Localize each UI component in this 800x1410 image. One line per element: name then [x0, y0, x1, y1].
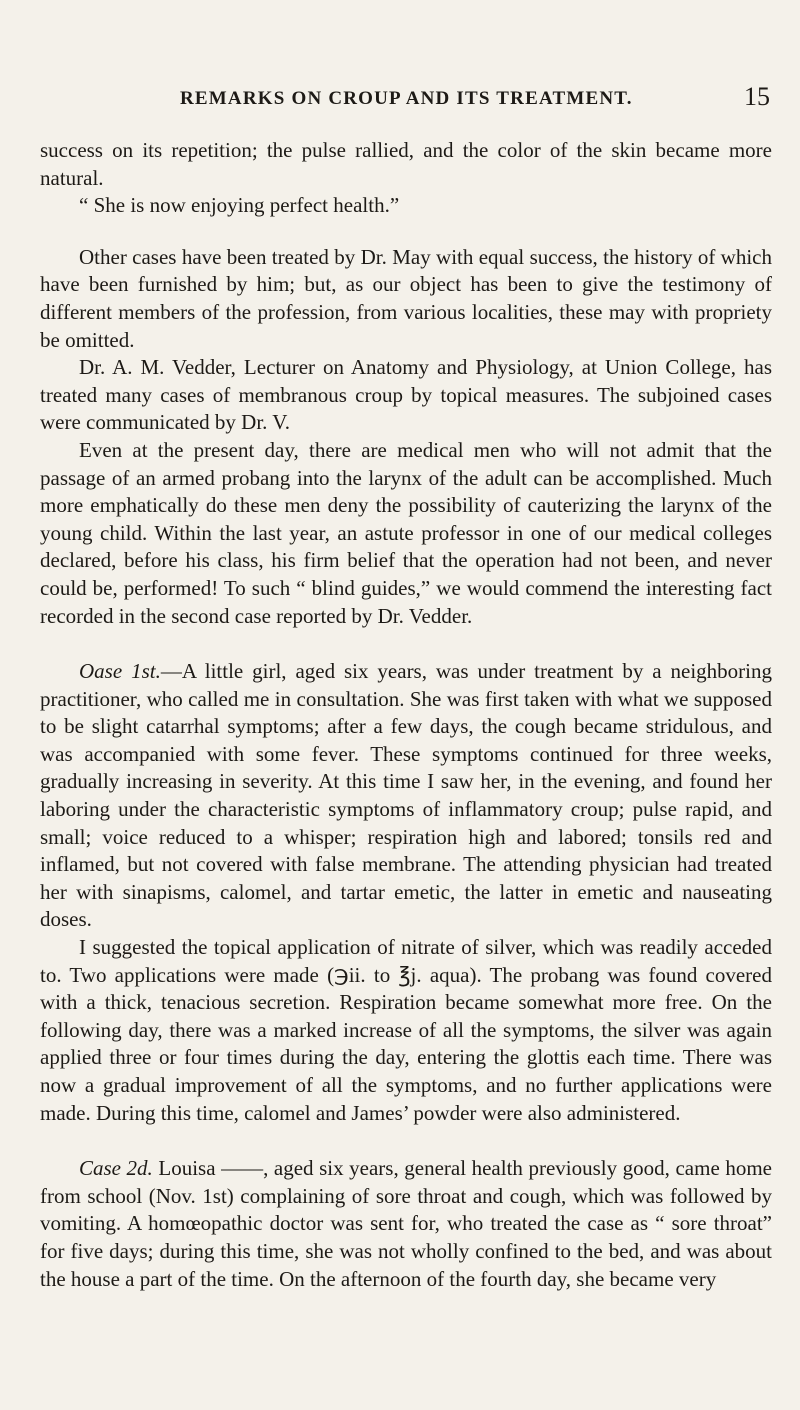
page-header: [40, 82, 770, 118]
running-head: REMARKS ON CROUP AND ITS TREATMENT.: [180, 88, 633, 109]
case-first-text: —A little girl, aged six years, was under treatment by a neighboring practitioner, who called me in consultation. She was first taken with what we supposed to be slight catarrhal symptoms; after a few days, the cough became stridulous, and was accompanied with some fever. These symptoms continued for three weeks, gradually increasing in severity. At this time I saw her, in the evening, and found her laboring under the characteristic symptoms of inflammatory croup; pulse rapid, and small; voice reduced to a whisper; respiration high and labored; tonsils red and inflamed, but not covered with false membrane. The attending physician had treated her with sinapisms, calomel, and tartar emetic, the latter in emetic and nauseating doses.: [40, 659, 772, 932]
case-first-paragraph: [40, 658, 772, 934]
case-second-paragraph: [40, 1155, 772, 1293]
page-number: 15: [744, 82, 770, 111]
other-cases-paragraph: Other cases have been treated by Dr. May with equal success, the history of which have been furnished by him; but, as our object has been to give the testimony of different members of the profession, from various localities, these may with propriety be omitted.: [40, 244, 772, 352]
case-second-text: Louisa ——, aged six years, general health previously good, came home from school (Nov. 1st) complaining of sore throat and cough, which was followed by vomiting. A homœopathic doctor was sent for, who treated the case as “ sore throat” for five days; during this time, she was not wholly confined to the bed, and was about the house a part of the time. On the afternoon of the fourth day, she became very: [40, 1156, 772, 1291]
present-day-paragraph: Even at the present day, there are medical men who will not admit that the passage of an armed probang into the larynx of the adult can be accomplished. Much more emphatically do these men deny the possibility of cauterizing the larynx of the young child. Within the last year, an astute professor in one of our medical colleges declared, before his class, his firm belief that the operation had not been, and never could be, performed! To such “ blind guides,” we would commend the interesting fact recorded in the second case reported by Dr. Vedder.: [40, 437, 772, 628]
continuation-paragraph: success on its repetition; the pulse rallied, and the color of the skin became more natural.: [40, 138, 772, 190]
case-second-label: Case 2d.: [79, 1156, 153, 1181]
nitrate-paragraph: I suggested the topical application of nitrate of silver, which was readily acceded to. Two applications were made (℈ii. to ℥j. aqua). The probang was found covered with a thick, tenacious secretion. Respiration became somewhat more free. On the following day, there was a marked increase of all the symptoms, the silver was again applied three or four times during the day, entering the glottis each time. There was now a gradual improvement of all the symptoms, and no further applications were made. During this time, calomel and James’ powder were also administered.: [40, 935, 772, 1125]
vedder-paragraph: Dr. A. M. Vedder, Lecturer on Anatomy and Physiology, at Union College, has treated many cases of membranous croup by topical measures. The subjoined cases were communicated by Dr. V.: [40, 355, 772, 435]
quote-paragraph: “ She is now enjoying perfect health.”: [79, 193, 400, 218]
case-first-label: Oase 1st.: [79, 659, 161, 684]
body-text: [40, 137, 772, 1293]
